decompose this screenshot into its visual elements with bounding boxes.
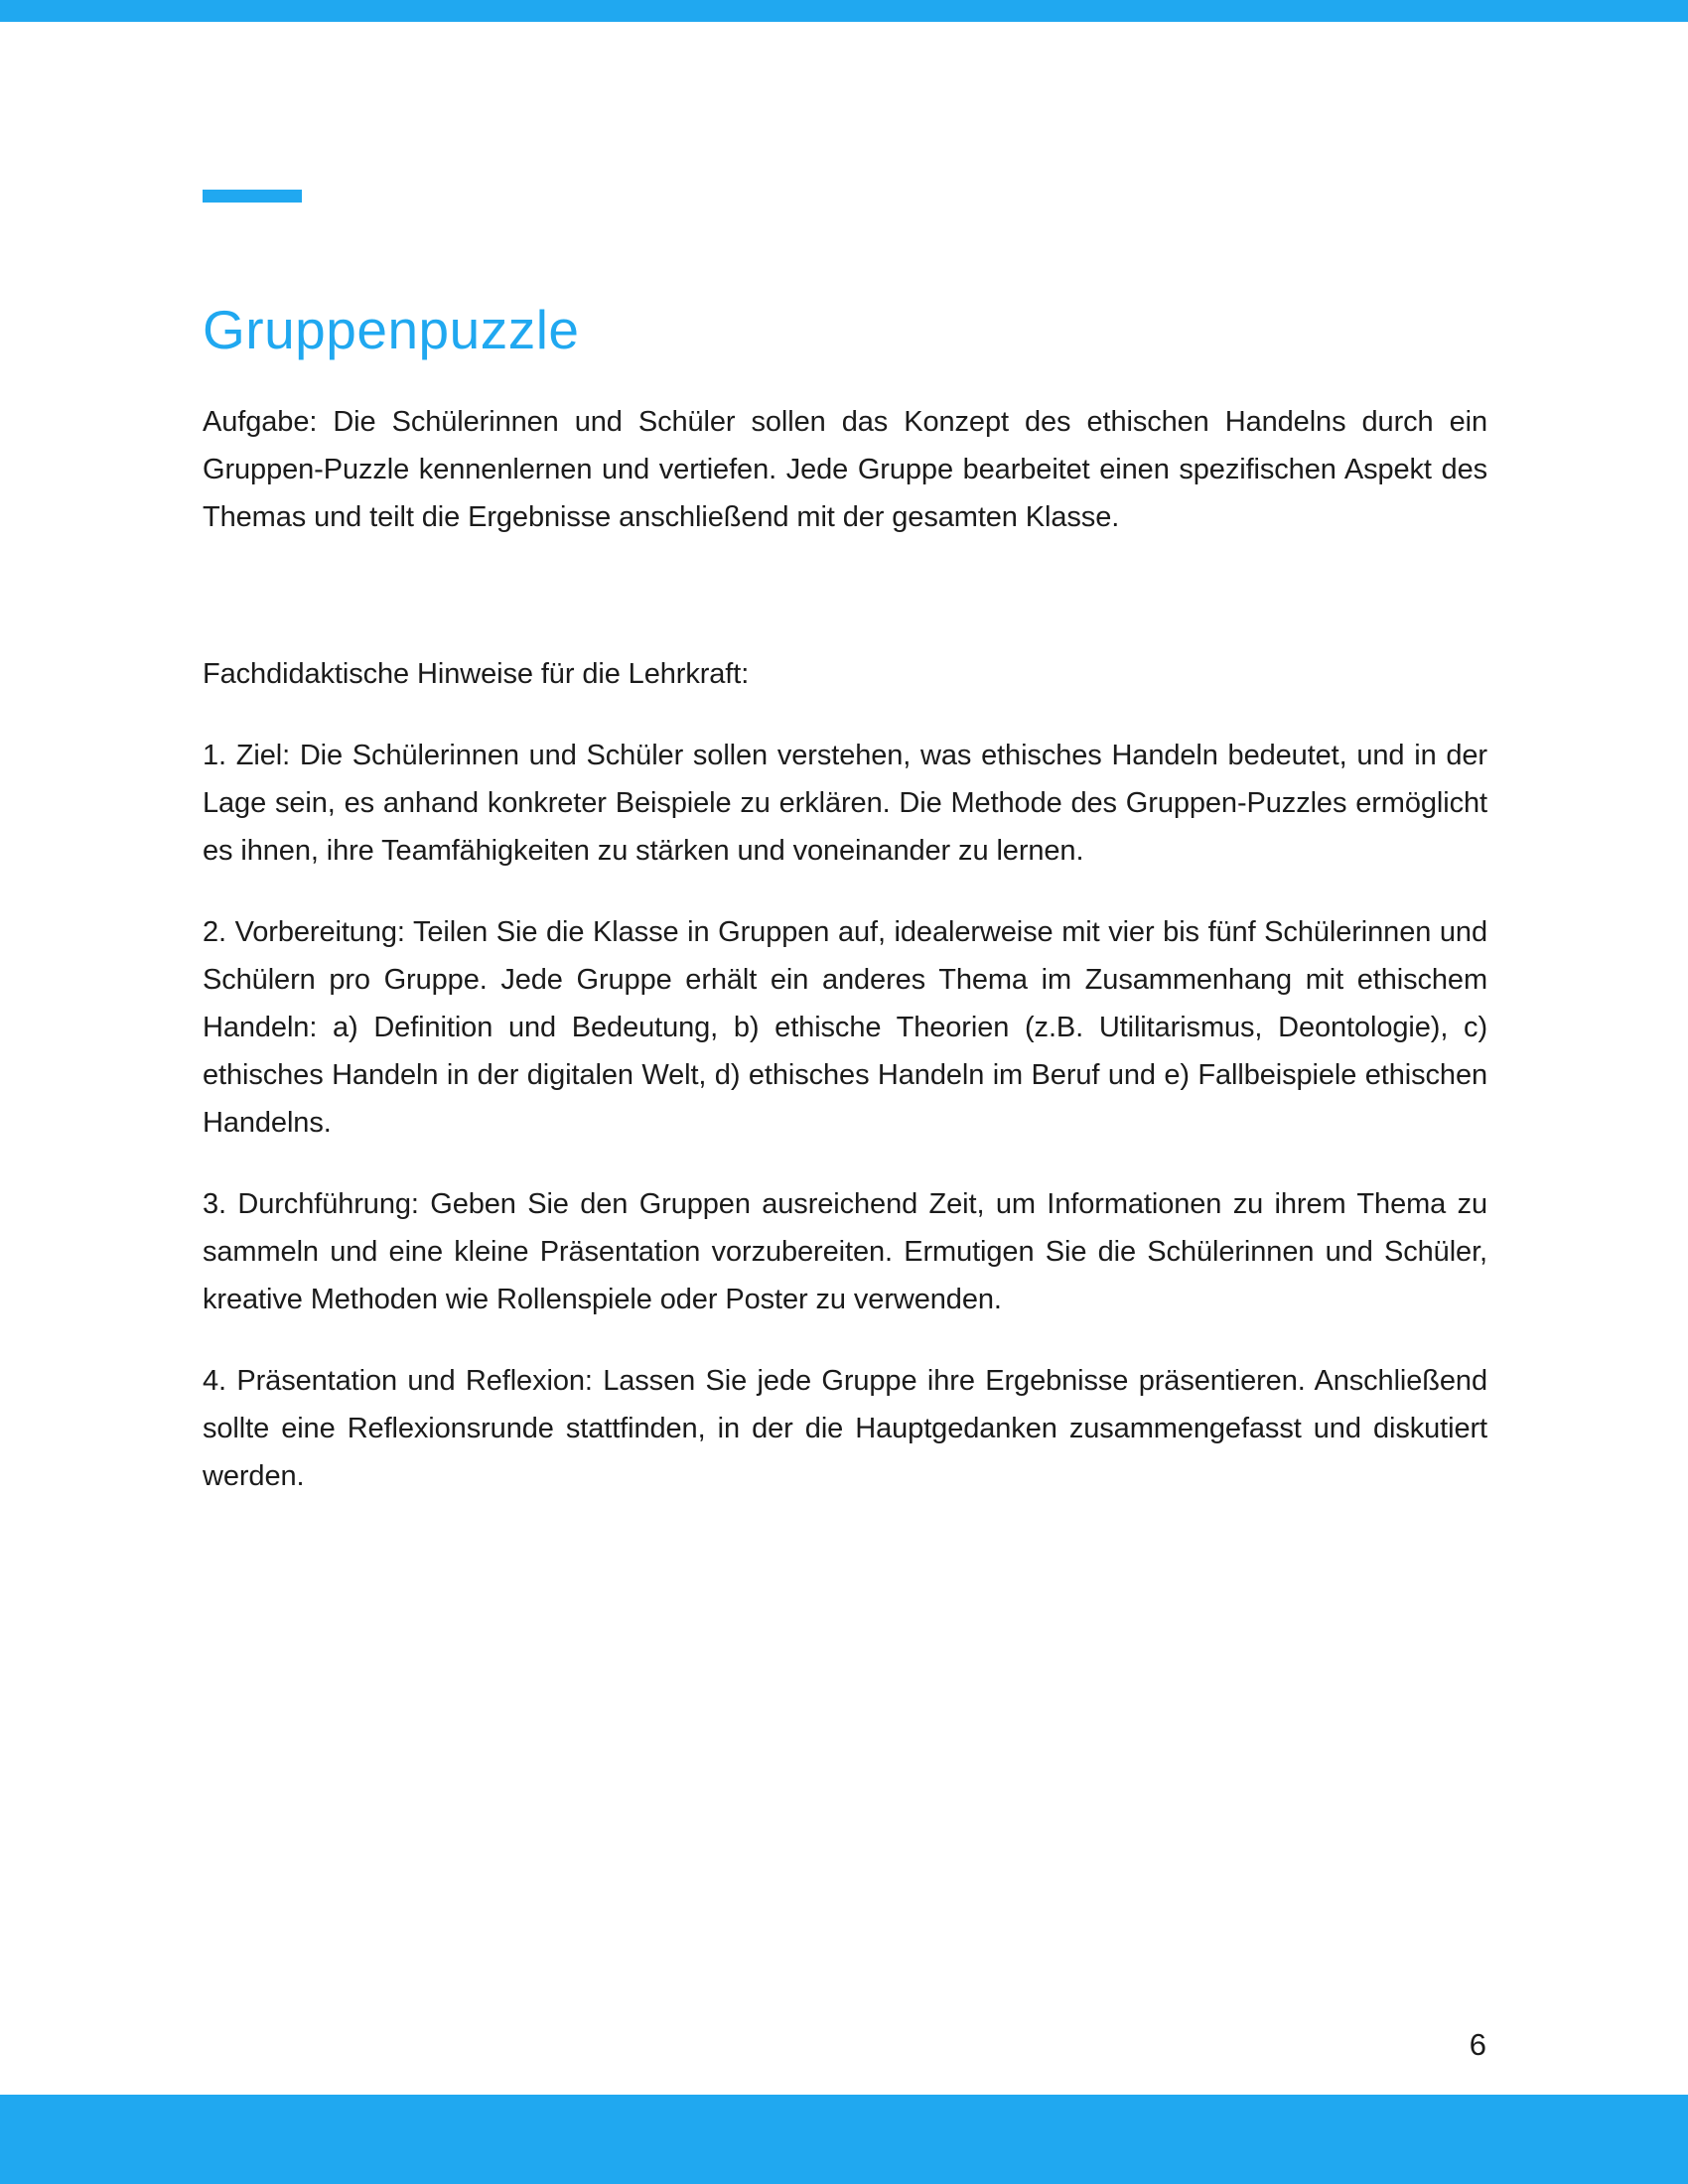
title-accent-bar [203,190,302,203]
step-paragraph-3: 3. Durchführung: Geben Sie den Gruppen ausreichend Zeit, um Informationen zu ihrem Thema zu sammeln und eine kleine Präsentation vorzubereiten. Ermutigen Sie die Schülerinnen und Schüler, kreative Methoden wie Rollenspiele oder Poster zu verwenden. [203,1188,1487,1315]
page-title: Gruppenpuzzle [203,299,580,360]
step-paragraph-4: 4. Präsentation und Reflexion: Lassen Sie jede Gruppe ihre Ergebnisse präsentieren. Anschließend sollte eine Reflexionsrunde stattfinden, in der die Hauptgedanken zusammengefasst und diskutiert werden. [203,1365,1487,1492]
page-content [203,0,1487,1500]
intro-paragraph: Aufgabe: Die Schülerinnen und Schüler sollen das Konzept des ethischen Handelns durch ein Gruppen-Puzzle kennenlernen und vertiefen. Jede Gruppe bearbeitet einen spezifischen Aspekt des Themas und teilt die Ergebnisse anschließend mit der gesamten Klasse. [203,406,1487,533]
footer-accent-bar [0,2095,1688,2184]
page-number: 6 [1469,2027,1486,2062]
step-paragraph-2: 2. Vorbereitung: Teilen Sie die Klasse in Gruppen auf, idealerweise mit vier bis fünf Schülerinnen und Schülern pro Gruppe. Jede Gruppe erhält ein anderes Thema im Zusammenhang mit ethischem Handeln: a) Definition und Bedeutung, b) ethische Theorien (z.B. Utilitarismus, Deontologie), c) ethisches Handeln in der digitalen Welt, d) ethisches Handeln im Beruf und e) Fallbeispiele ethischen Handelns. [203,916,1487,1139]
step-paragraph-1: 1. Ziel: Die Schülerinnen und Schüler sollen verstehen, was ethisches Handeln bedeutet, und in der Lage sein, es anhand konkreter Beispiele zu erklären. Die Methode des Gruppen-Puzzles ermöglicht es ihnen, ihre Teamfähigkeiten zu stärken und voneinander zu lernen. [203,740,1487,867]
section-heading: Fachdidaktische Hinweise für die Lehrkraft: [203,658,750,690]
